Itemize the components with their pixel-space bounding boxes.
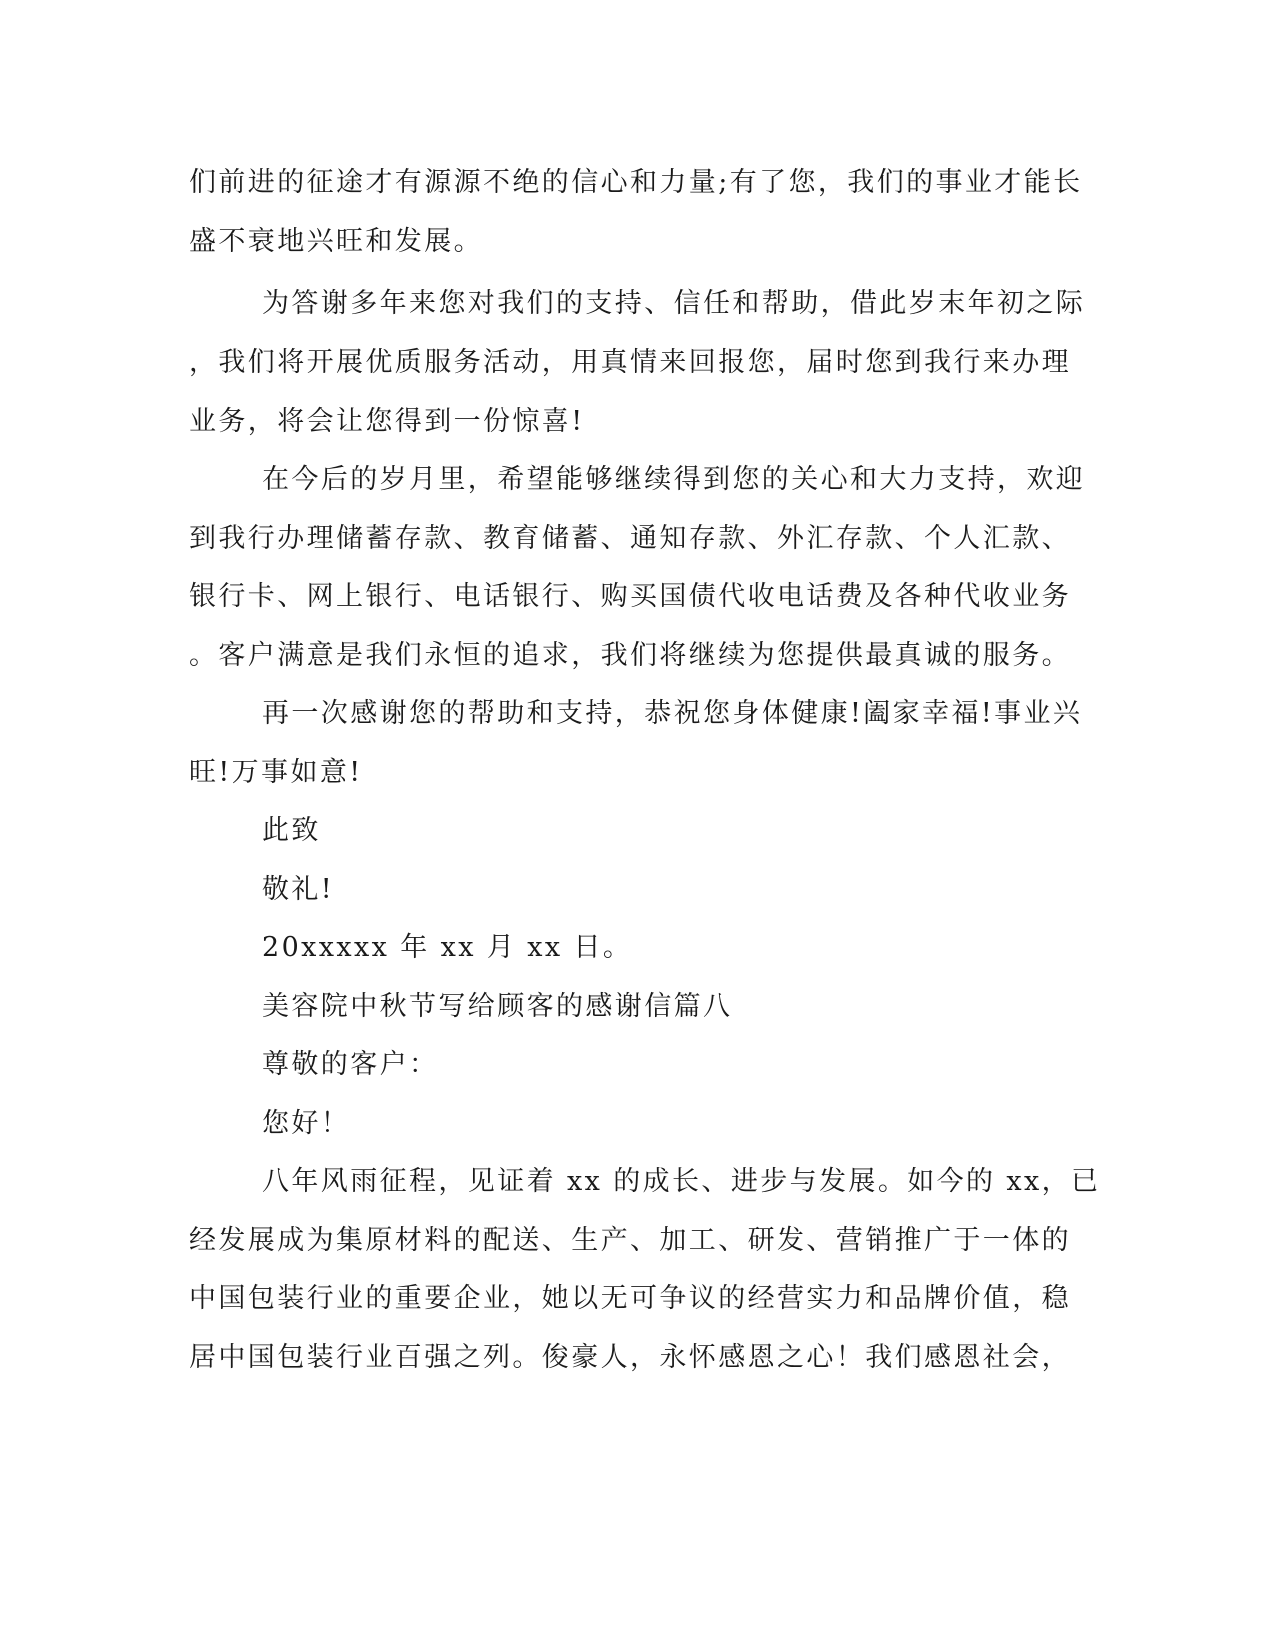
closing-regards: 敬礼! xyxy=(262,874,335,905)
text-line: ，我们将开展优质服务活动，用真情来回报您，届时您到我行来办理 xyxy=(189,347,1071,378)
section-title: 美容院中秋节写给顾客的感谢信篇八 xyxy=(262,991,733,1022)
text-line: 。客户满意是我们永恒的追求，我们将继续为您提供最真诚的服务。 xyxy=(189,640,1071,671)
text-line: 居中国包装行业百强之列。俊豪人，永怀感恩之心！我们感恩社会， xyxy=(189,1342,1071,1373)
letter-date: 20xxxxx 年 xx 月 xx 日。 xyxy=(262,932,633,963)
paragraph-first-line: 为答谢多年来您对我们的支持、信任和帮助，借此岁末年初之际 xyxy=(262,288,1086,319)
text-line: 到我行办理储蓄存款、教育储蓄、通知存款、外汇存款、个人汇款、 xyxy=(189,523,1071,554)
text-line: 们前进的征途才有源源不绝的信心和力量;有了您，我们的事业才能长 xyxy=(189,167,1083,198)
letter-greeting: 尊敬的客户： xyxy=(262,1049,439,1080)
paragraph-first-line: 在今后的岁月里，希望能够继续得到您的关心和大力支持，欢迎 xyxy=(262,464,1086,495)
text-line: 旺!万事如意! xyxy=(189,757,363,788)
letter-hello: 您好！ xyxy=(262,1108,351,1139)
text-line: 盛不衰地兴旺和发展。 xyxy=(189,226,483,257)
text-line: 中国包装行业的重要企业，她以无可争议的经营实力和品牌价值，稳 xyxy=(189,1283,1071,1314)
text-line: 经发展成为集原材料的配送、生产、加工、研发、营销推广于一体的 xyxy=(189,1225,1071,1256)
closing-salutation: 此致 xyxy=(262,815,321,846)
paragraph-first-line: 再一次感谢您的帮助和支持，恭祝您身体健康!阖家幸福!事业兴 xyxy=(262,698,1083,729)
text-line: 银行卡、网上银行、电话银行、购买国债代收电话费及各种代收业务 xyxy=(189,581,1071,612)
paragraph-first-line: 八年风雨征程，见证着 xx 的成长、进步与发展。如今的 xx，已 xyxy=(262,1166,1101,1197)
text-line: 业务，将会让您得到一份惊喜! xyxy=(189,406,585,437)
